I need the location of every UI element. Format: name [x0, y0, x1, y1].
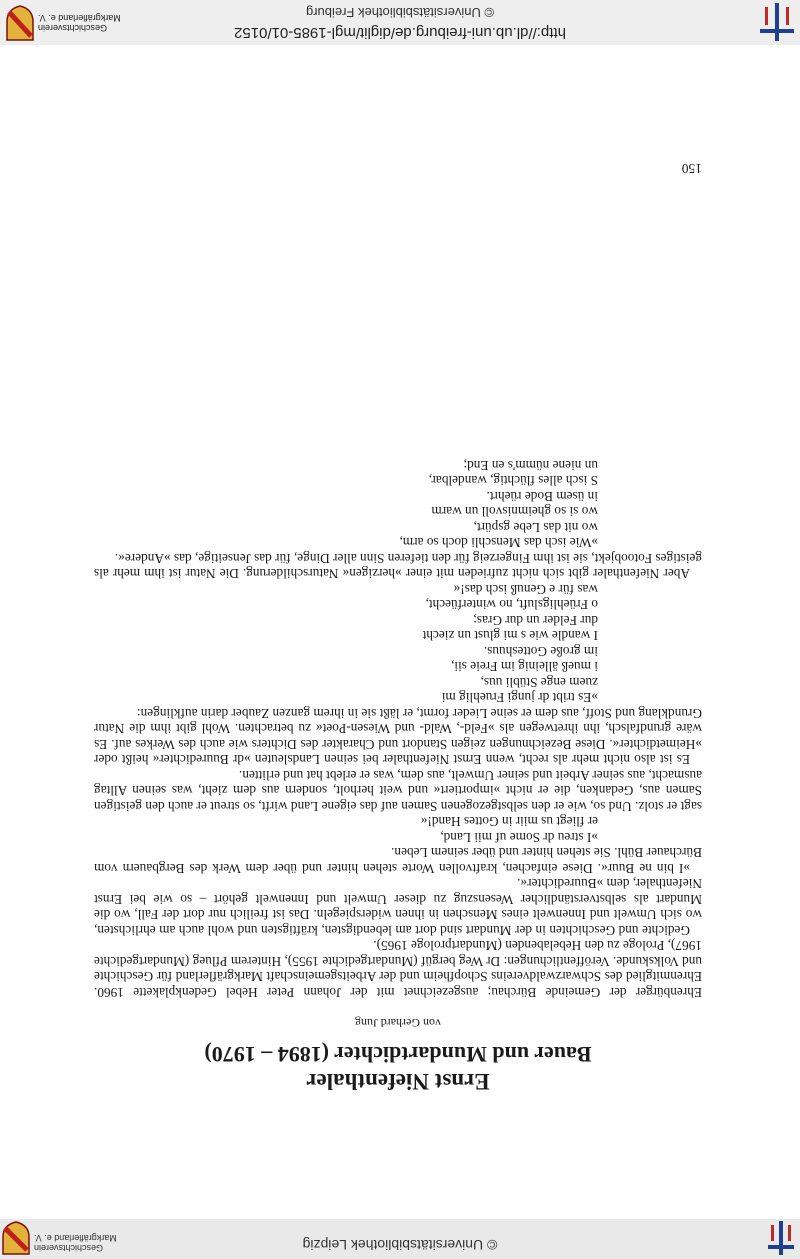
verse-line: o Früehligsluft, no winterfüecht, [425, 597, 598, 613]
verse-line: un niene nümm's en End; [463, 458, 598, 473]
verein-label [34, 1233, 117, 1253]
verse-line: in üsem Bode rüehrt. [486, 489, 598, 504]
verse-line: im große Gotteshuus. [483, 644, 598, 659]
library-copyright: © Universitätsbibliothek Leipzig [302, 1237, 498, 1253]
paragraph-biography: Ehrenbürger der Gemeinde Bürchau; ausgezeichnet mit der Johann Peter Hebel Gedenkplakette 1960. Ehrenmitglied des Schwarzwaldvereins Schopfheim und der Arbeitsgemeinschaft Markgräflerland für Geschichte und Volkskunde. Veröffentlichungen: Dr Weg bergüf (Mundartgedichte 1955), Hinterem Pflueg (Mundartgedichte 1967), Prologe zu den Hebelabenden (Mundartprologe 1965). [94, 938, 702, 1000]
paragraph-motto: »I bin ne Buur«. Diese einfachen, kraftvollen Worte stehen hinter und über dem Werk des Bergbauern vom Bürchauer Bühl. Sie stehen hinter und über seinem Leben. [94, 845, 702, 876]
verse-line: er fliegt us miir in Gottes Hand!« [420, 814, 598, 830]
article-title: Ernst Niefenthaler [306, 1069, 490, 1094]
verein-line-1: Geschichtsverein [38, 23, 108, 33]
verein-line-2: Markgräflerland e. V. [38, 13, 121, 23]
verse-line: »Es tribt dr jungi Fruehlig mi [441, 690, 598, 706]
permalink-url[interactable]: http://dl.ub.uni-freiburg.de/diglit/mgl-1985-01/0152 [234, 24, 566, 41]
paragraph-nature: Aber Niefenthaler gibt sich nicht zufrieden mit einer »herzigen« Naturschilderung. Die Natur ist ihm mehr als geistiges Fotoobjekt, sie ist ihm Fingerzeig für den tieferen Sinn aller Dinge, für das Jenseitige, das »Andere«. [94, 551, 702, 582]
library-copyright: © Universitätsbibliothek Freiburg [305, 5, 495, 20]
page-number: 150 [681, 161, 702, 176]
article-author: von Gerhard Jung [355, 1016, 441, 1030]
article-subtitle: Bauer und Mundartdichter (1894 – 1970) [204, 1042, 592, 1067]
verse-line: was für e Genuß isch das!« [453, 582, 598, 597]
verein-label [38, 13, 121, 33]
verse-line: »Wie isch das Menschli doch so arm, [399, 535, 598, 551]
verse-block-1 [94, 814, 598, 845]
coat-of-arms-icon [6, 5, 34, 41]
verse-line: S isch alles flüchtig, wandelbar, [428, 473, 598, 489]
verse-line: wo si so gheimnisvoll un warm [431, 504, 598, 520]
verse-line: I wandle wie s mi glust un ziecht [422, 628, 598, 644]
library-footer-bar [0, 0, 800, 45]
coat-of-arms-icon [2, 1221, 30, 1255]
verein-line-2: Markgräflerland e. V. [34, 1233, 117, 1243]
verse-line: wo nit das Lebe gspürt, [473, 520, 598, 535]
verse-block-2 [94, 582, 598, 706]
paragraph-seed: sagt er stolz. Und so, wie er den selbstgezogenen Samen auf das eigene Land wirft, so streut er auch den geistigen Samen aus, Gedanken, die er nicht »importiert« und weit herholt, sondern aus dem zieht, was seinen Alltag ausmacht, aus seiner Arbeit und seiner Umwelt, aus dem, was er erlebt hat und erlitten. [94, 768, 702, 814]
paragraph-intro: Gedichte und Geschichten in der Mundart sind dort am lebendigsten, kräftigsten und wohl auch am ehrlichsten, wo sich Umwelt und Innenwelt eines Menschen in ihnen widerspiegeln. Das ist freilich nur dort der Fall, wo die Mundart als selbstverständlicher Wesenszug zu dieser Umwelt und Innenwelt gehört – so wie bei Ernst Niefenthaler, dem »Buuredichter«. [94, 876, 702, 938]
paragraph-buuredichter: Es ist also nicht mehr als recht, wenn Ernst Niefenthaler bei seinen Landsleuten »dr Buuredichter« heißt oder »Heimetdichter«. Diese Bezeichnungen zeigen Standort und Charakter des Dichters wie auch des Werkes auf. Es wäre grundfalsch, ihn ihretwegen als »Feld-, Wald- und Wiesen-Poet« zu betrachten. Wohl gibt ihm die Natur Grundklang und Stoff, aus dem er seine Lieder formt, er läßt sie in ihrem ganzen Zauber darin aufklingen: [94, 706, 702, 768]
article [94, 458, 702, 1095]
verse-line: »I streu dr Some uf mii Land, [440, 830, 598, 845]
library-header-bar [0, 1219, 800, 1259]
verse-line: dur Felder un dur Gras; [473, 613, 598, 628]
verse-line: i mueß älleinig im Freie sii, [451, 659, 598, 675]
verse-block-3 [94, 458, 598, 551]
verein-line-1: Geschichtsverein [34, 1243, 104, 1253]
verse-line: zuem enge Stübli uus, [480, 675, 598, 690]
